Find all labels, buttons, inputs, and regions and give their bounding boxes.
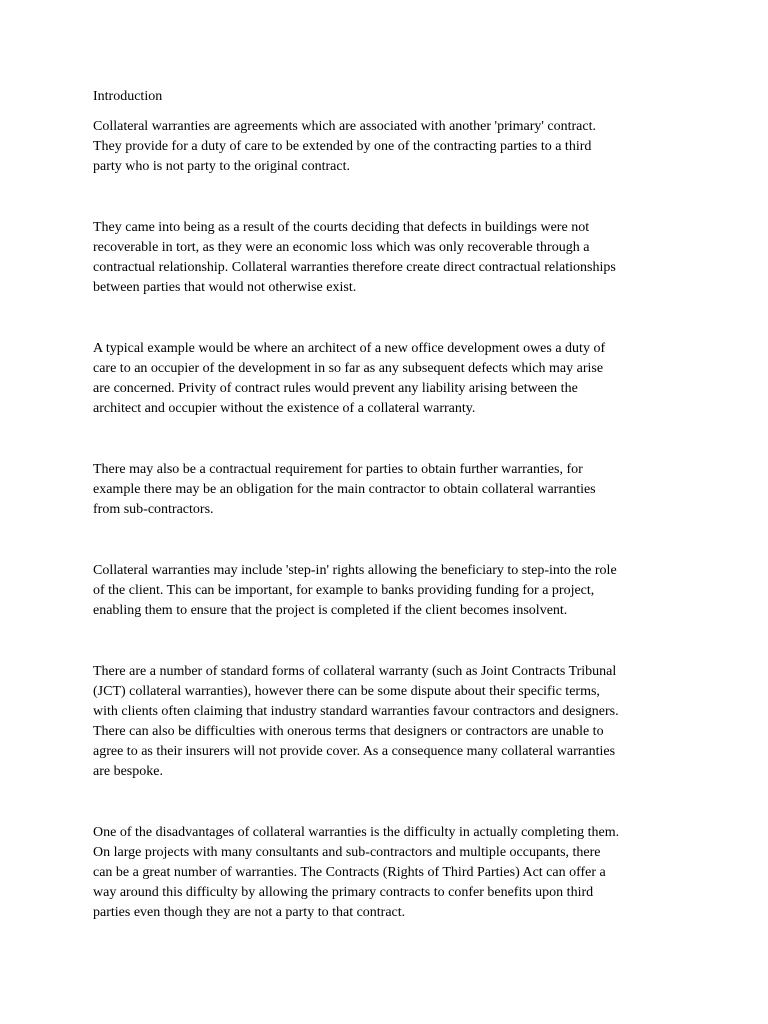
paragraph-line: way around this difficulty by allowing the primary contracts to confer benefits upon third xyxy=(93,885,594,900)
paragraph-line: recoverable in tort, as they were an economic loss which was only recoverable through a xyxy=(93,240,590,255)
paragraph-line: are bespoke. xyxy=(93,764,163,779)
paragraph-line: example there may be an obligation for the main contractor to obtain collateral warranties xyxy=(93,482,596,497)
paragraph-line: from sub-contractors. xyxy=(93,502,214,517)
paragraph-line: They provide for a duty of care to be extended by one of the contracting parties to a third xyxy=(93,139,592,154)
paragraph-disadvantages xyxy=(93,823,683,923)
paragraph-line: can be a great number of warranties. The Contracts (Rights of Third Parties) Act can offer a xyxy=(93,865,606,880)
paragraph-line: Collateral warranties are agreements which are associated with another 'primary' contract. xyxy=(93,119,596,134)
paragraph-line: care to an occupier of the development in so far as any subsequent defects which may arise xyxy=(93,361,604,376)
paragraph-line: (JCT) collateral warranties), however there can be some dispute about their specific terms, xyxy=(93,684,600,699)
paragraph-line: On large projects with many consultants and sub-contractors and multiple occupants, there xyxy=(93,845,601,860)
paragraph-standard-forms xyxy=(93,662,683,782)
document-heading: Introduction xyxy=(93,89,163,104)
paragraph-definition xyxy=(93,117,683,177)
paragraph-line: One of the disadvantages of collateral warranties is the difficulty in actually completing them. xyxy=(93,825,620,840)
paragraph-example xyxy=(93,339,683,419)
paragraph-line: between parties that would not otherwise exist. xyxy=(93,280,357,295)
paragraph-line: architect and occupier without the existence of a collateral warranty. xyxy=(93,401,476,416)
paragraph-line: with clients often claiming that industry standard warranties favour contractors and designers. xyxy=(93,704,619,719)
paragraph-line: enabling them to ensure that the project is completed if the client becomes insolvent. xyxy=(93,603,568,618)
paragraph-line: There may also be a contractual requirement for parties to obtain further warranties, for xyxy=(93,462,583,477)
paragraph-requirements xyxy=(93,460,683,520)
paragraph-origin xyxy=(93,218,683,298)
paragraph-line: They came into being as a result of the courts deciding that defects in buildings were not xyxy=(93,220,590,235)
paragraph-line: parties even though they are not a party to that contract. xyxy=(93,905,406,920)
paragraph-line: There can also be difficulties with onerous terms that designers or contractors are unable to xyxy=(93,724,604,739)
paragraph-line: are concerned. Privity of contract rules would prevent any liability arising between the xyxy=(93,381,578,396)
paragraph-line: of the client. This can be important, for example to banks providing funding for a project, xyxy=(93,583,595,598)
paragraph-line: contractual relationship. Collateral warranties therefore create direct contractual relationships xyxy=(93,260,616,275)
paragraph-line: party who is not party to the original contract. xyxy=(93,159,350,174)
paragraph-line: agree to as their insurers will not provide cover. As a consequence many collateral warranties xyxy=(93,744,616,759)
paragraph-line: Collateral warranties may include 'step-in' rights allowing the beneficiary to step-into the role xyxy=(93,563,617,578)
paragraph-step-in-rights xyxy=(93,561,683,621)
paragraph-line: A typical example would be where an architect of a new office development owes a duty of xyxy=(93,341,606,356)
paragraph-line: There are a number of standard forms of collateral warranty (such as Joint Contracts Tribunal xyxy=(93,664,617,679)
